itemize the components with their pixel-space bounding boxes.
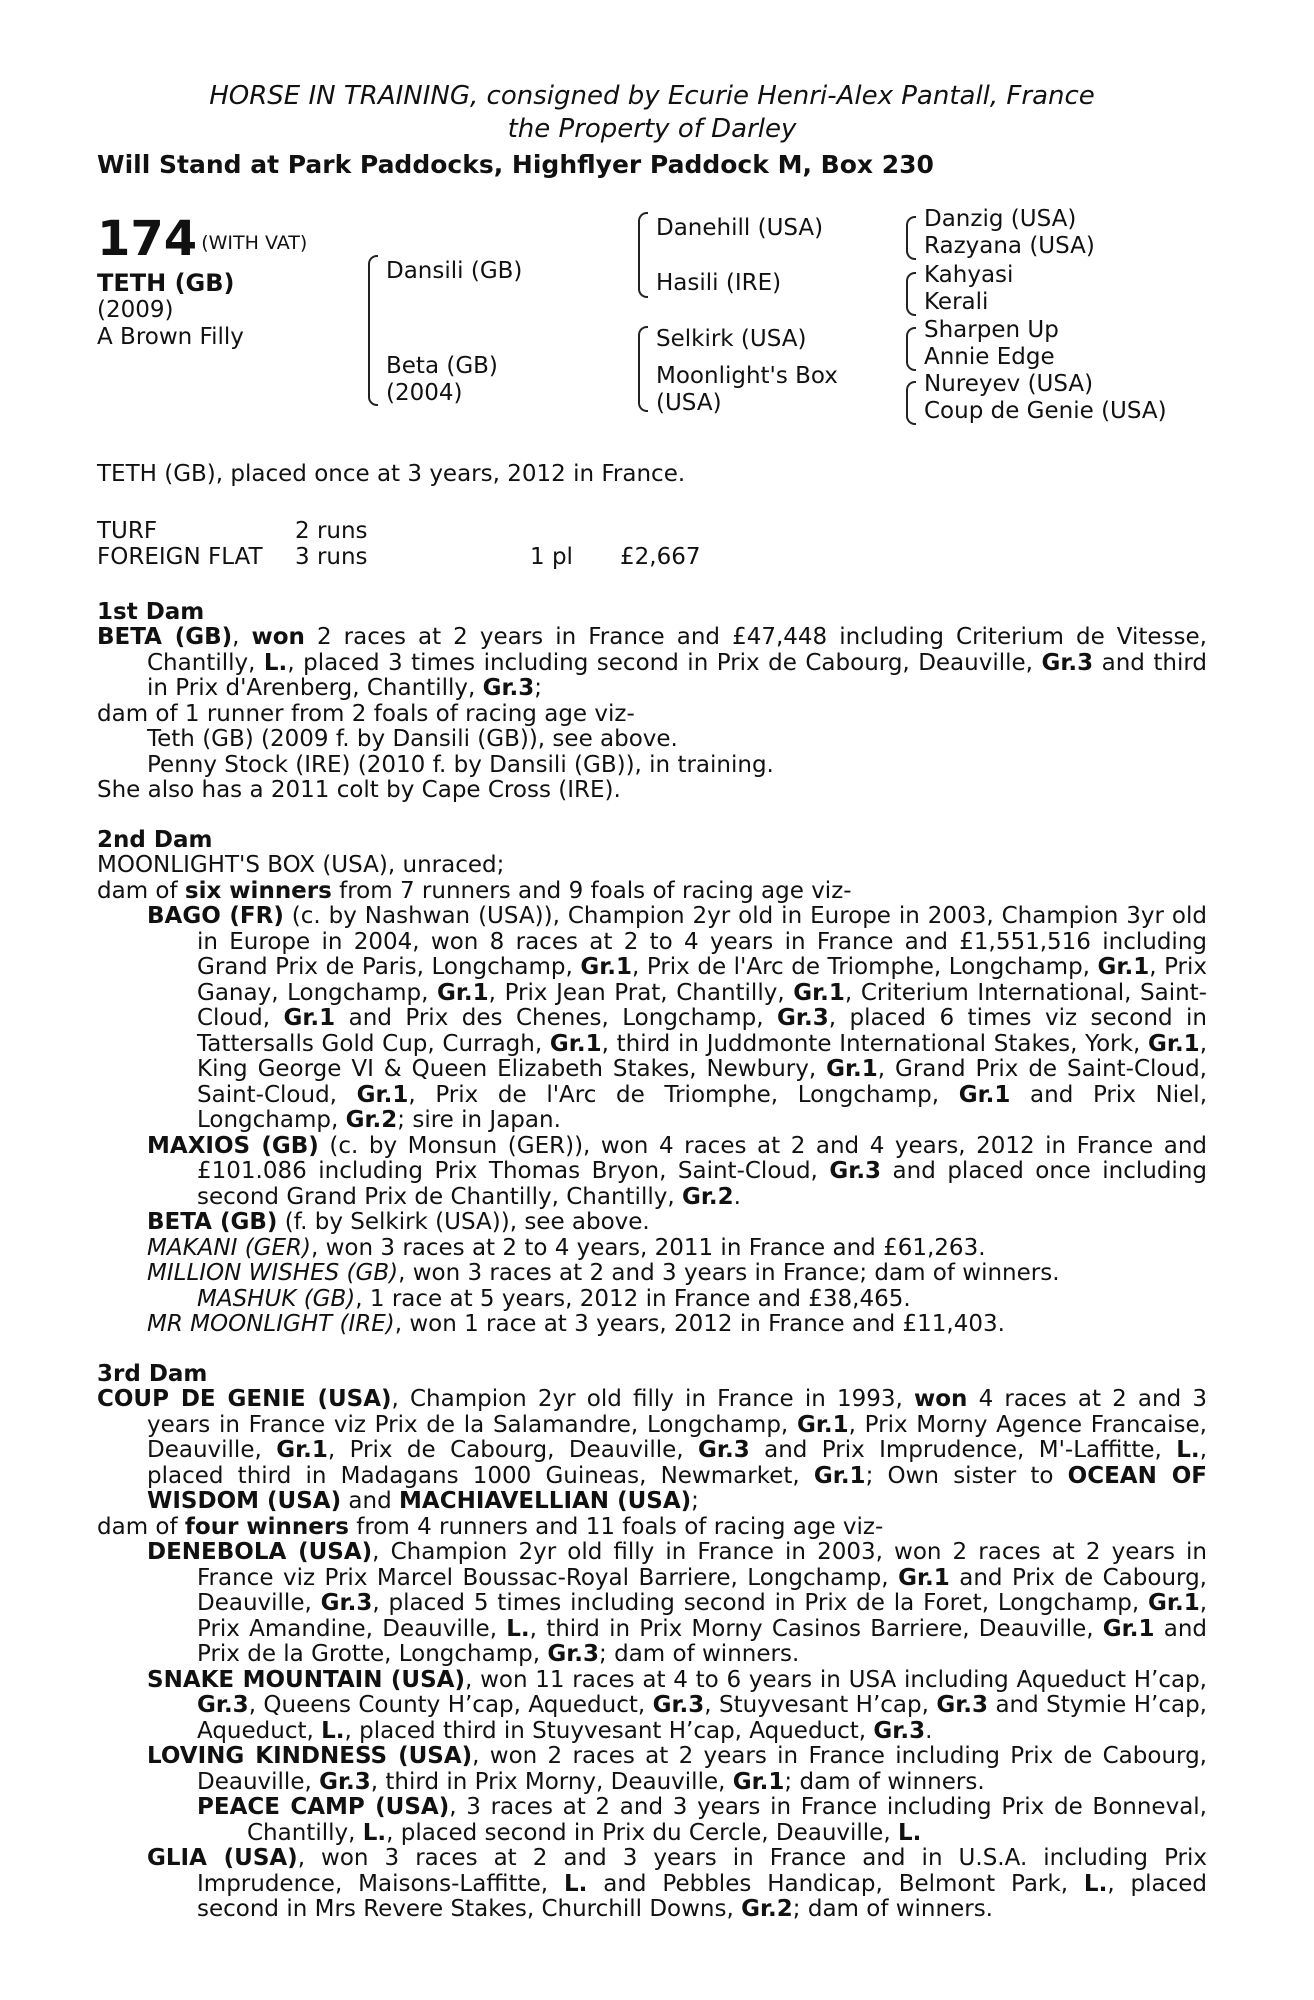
produce-note: She also has a 2011 colt by Cape Cross (IRE). bbox=[97, 777, 621, 803]
dam-dam-country: (USA) bbox=[656, 390, 722, 416]
granddam-4: Coup de Genie (USA) bbox=[924, 398, 1167, 424]
pedigree-brace bbox=[638, 326, 648, 412]
lot-info bbox=[97, 212, 307, 351]
foreign-placed: 1 pl bbox=[530, 543, 573, 570]
grandsire-1: Danzig (USA) bbox=[924, 206, 1077, 232]
second-dam-name: MOONLIGHT'S BOX (USA), unraced; bbox=[97, 852, 505, 878]
turf-runs: 2 runs bbox=[295, 517, 368, 544]
pedigree-brace bbox=[906, 216, 916, 260]
turf-label: TURF bbox=[97, 517, 158, 544]
foreign-runs: 3 runs bbox=[295, 543, 368, 570]
dam-sire: Selkirk (USA) bbox=[656, 326, 807, 352]
first-dam-record: BETA (GB), won 2 races at 2 years in France and £47,448 including Criterium de Vitesse, Chantilly, L., placed 3 times including second in Prix de Cabourg, Deauville, Gr.3 and third in Prix d'Arenberg, Chantilly, Gr.3; bbox=[97, 624, 1207, 701]
third-dam-heading: 3rd Dam bbox=[97, 1360, 208, 1387]
horse-description: A Brown Filly bbox=[97, 324, 244, 350]
produce-maxios: MAXIOS (GB) (c. by Monsun (GER)), won 4 races at 2 and 4 years, 2012 in France and £101.086 including Prix Thomas Bryon, Saint-Cloud, Gr.3 and placed once including second Grand Prix de Chantilly, Chantilly, Gr.2. bbox=[147, 1132, 1207, 1210]
produce-denebola: DENEBOLA (USA), Champion 2yr old filly in France in 2003, won 2 races at 2 years in France viz Prix Marcel Boussac-Royal Barriere, Longchamp, Gr.1 and Prix de Cabourg, Deauville, Gr.3, placed 5 times including second in Prix de la Foret, Longchamp, Gr.1, Prix Amandine, Deauville, L., third in Prix Morny Casinos Barriere, Deauville, Gr.1 and Prix de la Grotte, Longchamp, Gr.3; dam of winners. bbox=[147, 1539, 1208, 1667]
foreign-prize: £2,667 bbox=[620, 543, 701, 570]
second-dam-produce: dam of six winners from 7 runners and 9 foals of racing age viz- bbox=[97, 877, 852, 904]
vat-note: (WITH VAT) bbox=[201, 232, 308, 254]
pedigree-block bbox=[97, 206, 1207, 462]
lot-number: 174 bbox=[97, 211, 198, 267]
produce-item: Penny Stock (IRE) (2010 f. by Dansili (GB)), in training. bbox=[147, 751, 774, 778]
granddam-1: Razyana (USA) bbox=[924, 233, 1095, 259]
horse-name: TETH (GB) bbox=[97, 269, 235, 297]
pedigree-brace bbox=[638, 212, 648, 298]
consignor-line: HORSE IN TRAINING, consigned by Ecurie Henri-Alex Pantall, France bbox=[209, 81, 1095, 111]
sire-dam: Hasili (IRE) bbox=[656, 270, 782, 296]
pedigree-brace bbox=[906, 272, 916, 316]
granddam-3: Annie Edge bbox=[924, 344, 1055, 370]
third-dam-record: COUP DE GENIE (USA), Champion 2yr old filly in France in 1993, won 4 races at 2 and 3 years in France viz Prix de la Salamandre, Longchamp, Gr.1, Prix Morny Agence Francaise, Deauville, Gr.1, Prix de Cabourg, Deauville, Gr.3 and Prix Imprudence, M'-Laffitte, L., placed third in Madagans 1000 Guineas, Newmarket, Gr.1; Own sister to OCEAN OF WISDOM (USA) and MACHIAVELLIAN (USA); bbox=[97, 1386, 1208, 1514]
sire-sire: Danehill (USA) bbox=[656, 215, 824, 241]
produce-peace-camp: PEACE CAMP (USA), 3 races at 2 and 3 years in France including Prix de Bonneval, Chantilly, L., placed second in Prix du Cercle, Deauville, L. bbox=[197, 1794, 1207, 1846]
grandsire-2: Kahyasi bbox=[924, 262, 1014, 288]
sire: Dansili (GB) bbox=[386, 258, 523, 284]
produce-beta: BETA (GB) (f. by Selkirk (USA)), see above. bbox=[147, 1209, 650, 1235]
produce-makani: MAKANI (GER), won 3 races at 2 to 4 years, 2011 in France and £61,263. bbox=[147, 1234, 986, 1261]
pedigree-brace bbox=[906, 327, 916, 371]
dam-year: (2004) bbox=[386, 380, 463, 406]
produce-mashuk: MASHUK (GB), 1 race at 5 years, 2012 in France and £38,465. bbox=[197, 1285, 911, 1312]
produce-glia: GLIA (USA), won 3 races at 2 and 3 years in France and in U.S.A. including Prix Imprudence, Maisons-Laffitte, L. and Pebbles Handicap, Belmont Park, L., placed second in Mrs Revere Stakes, Churchill Downs, Gr.2; dam of winners. bbox=[147, 1845, 1208, 1922]
performance-table bbox=[97, 518, 1207, 570]
dam: Beta (GB) bbox=[386, 353, 498, 379]
produce-item: Teth (GB) (2009 f. by Dansili (GB)), see above. bbox=[147, 726, 678, 752]
produce-bago: BAGO (FR) (c. by Nashwan (USA)), Champion 2yr old in Europe in 2003, Champion 3yr old in Europe in 2004, won 8 races at 2 to 4 years in France and £1,551,516 including Grand Prix de Paris, Longchamp, Gr.1, Prix de l'Arc de Triomphe, Longchamp, Gr.1, Prix Ganay, Longchamp, Gr.1, Prix Jean Prat, Chantilly, Gr.1, Criterium International, Saint-Cloud, Gr.1 and Prix des Chenes, Longchamp, Gr.3, placed 6 times viz second in Tattersalls Gold Cup, Curragh, Gr.1, third in Juddmonte International Stakes, York, Gr.1, King George VI & Queen Elizabeth Stakes, Newbury, Gr.1, Grand Prix de Saint-Cloud, Saint-Cloud, Gr.1, Prix de l'Arc de Triomphe, Longchamp, Gr.1 and Prix Niel, Longchamp, Gr.2; sire in Japan. bbox=[147, 903, 1208, 1133]
produce-mr-moonlight: MR MOONLIGHT (IRE), won 1 race at 3 years, 2012 in France and £11,403. bbox=[147, 1311, 1005, 1337]
first-dam-heading: 1st Dam bbox=[97, 598, 205, 625]
first-dam-produce: dam of 1 runner from 2 foals of racing age viz- bbox=[97, 700, 635, 727]
pedigree-brace bbox=[368, 255, 378, 406]
property-line: the Property of Darley bbox=[507, 114, 797, 144]
second-dam-heading: 2nd Dam bbox=[97, 826, 213, 853]
granddam-2: Kerali bbox=[924, 289, 989, 315]
third-dam-produce: dam of four winners from 4 runners and 11 foals of racing age viz- bbox=[97, 1513, 884, 1540]
produce-snake-mountain: SNAKE MOUNTAIN (USA), won 11 races at 4 to 6 years in USA including Aqueduct H’cap, Gr.3, Queens County H’cap, Aqueduct, Gr.3, Stuyvesant H’cap, Gr.3 and Stymie H’cap, Aqueduct, L., placed third in Stuyvesant H’cap, Aqueduct, Gr.3. bbox=[147, 1666, 1207, 1744]
grandsire-3: Sharpen Up bbox=[924, 317, 1059, 343]
grandsire-4: Nureyev (USA) bbox=[924, 371, 1094, 397]
foreign-label: FOREIGN FLAT bbox=[97, 543, 263, 570]
produce-million-wishes: MILLION WISHES (GB), won 3 races at 2 and 3 years in France; dam of winners. bbox=[147, 1260, 1060, 1286]
location-line: Will Stand at Park Paddocks, Highflyer Paddock M, Box 230 bbox=[97, 150, 934, 179]
dam-dam: Moonlight's Box bbox=[656, 363, 838, 389]
produce-loving-kindness: LOVING KINDNESS (USA), won 2 races at 2 years in France including Prix de Cabourg, Deauville, Gr.3, third in Prix Morny, Deauville, Gr.1; dam of winners. bbox=[147, 1743, 1207, 1795]
catalogue-page bbox=[97, 80, 1207, 1923]
pedigree-brace bbox=[906, 381, 916, 425]
race-summary: TETH (GB), placed once at 3 years, 2012 in France. bbox=[97, 461, 686, 487]
horse-year: (2009) bbox=[97, 297, 174, 323]
